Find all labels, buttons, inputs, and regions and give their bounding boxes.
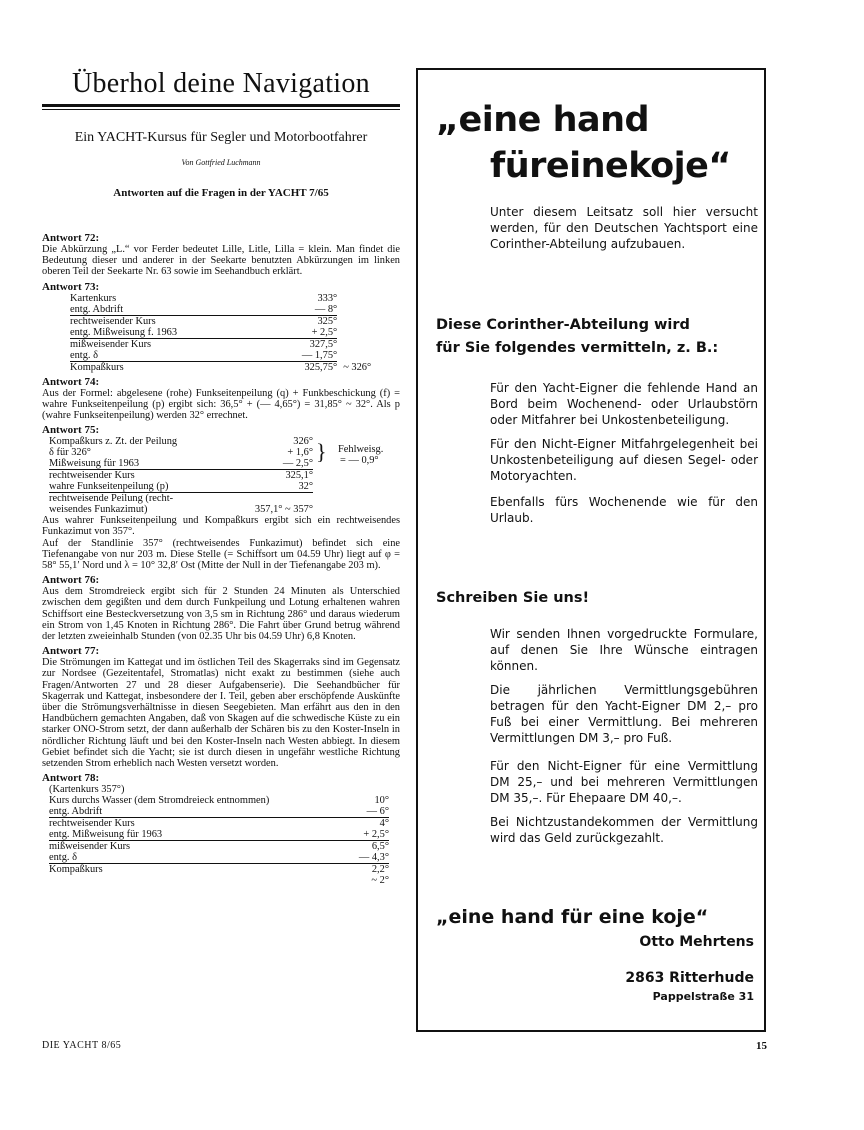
calc-value: 4° [379,818,389,830]
ad-paragraph-nicht-eigner-gebuehren: Für den Nicht-Eigner für eine Vermittlung DM 25,– und bei mehreren Vermittlungen DM 35,–. Für Ehepaare DM 40,–. [490,759,758,805]
calc-value [319,784,389,795]
calc-label: entg. Mißweisung f. 1963 [70,327,213,339]
advertisement-box [416,68,766,1032]
calc-value: 325,75° [304,361,338,373]
calc-value: — 4,3° [319,852,389,864]
answer-73-table [70,293,400,373]
calc-value: 6,5° [371,841,389,853]
answer-78-heading: Antwort 78: [42,772,100,785]
calc-approx [337,293,400,304]
calc-row [70,304,400,316]
brace: } [316,439,327,465]
calc-approx [337,338,400,350]
calc-label: entg. δ [70,350,213,362]
calc-value: 327,5° [309,338,338,350]
calc-row [49,829,389,841]
calc-row [49,504,313,515]
calc-approx: ~ 326° [343,361,372,373]
calc-label: Mißweisung für 1963 [49,458,249,470]
answer-75-block [42,436,400,515]
fehlweisung [338,444,383,466]
article-author: Von Gottfried Luchmann [181,158,261,167]
answer-77-text: Die Strömungen im Kattegat und im östlichen Teil des Skagerraks sind im Gegensatz zur Nordsee (Gezeitentafel, Stromatlas) nicht exakt zu bestimmen (siehe auch Fragen/Antworten 27 und 28 dieser Aufgabenserie). Die Seehandbücher für Skagerrak und Kattegat, insbesondere der I. Teil, geben aber erschöpfende Auskünfte über die Strömungsverhältnisse in diesen Seegebieten. Man erfährt aus den in den Handbüchern gemachten Angaben, daß von Skagen auf die schwedische Küste zu ein starker ONO-Strom setzt, der dann außerhalb der Schären bis zu den Koster-Inseln in nördlicher Richtung läuft und bei den Koster-Inseln nach Westen abbiegt. In diesem Gebiet befindet sich die Yacht; sie ist durch diesen in ungefähr westliche Richtung setzenden Strom erheblich nach Westen versetzt worden. [42,657,400,770]
article-title: Überhol deine Navigation [71,68,370,99]
calc-row [49,784,389,795]
calc-value: 325° [317,315,338,327]
answer-74-text: Aus der Formel: abgelesene (rohe) Funkseitenpeilung (q) + Funkbeschickung (f) = wahre Funkseitenpeilung (p) ergibt sich: 36,5° + (— 4,65°) = 31,85° ~ 32°. Als p (wahre Funkseitenpeilung) werden 32° errechnet. [42,387,400,422]
calc-row [49,841,389,853]
calc-row [70,338,400,350]
answer-76-text: Aus dem Stromdreieck ergibt sich für 2 Stunden 24 Minuten als Unterschied zwischen dem gegißten und dem durch Funkpeilung und Lotung erhaltenen wahren Schiffsort eine Besteckversetzung von 3,5 sm in Richtung 286° und daraus wiederum ein Strom von 1,45 Knoten in Richtung 286°. Die Fahrt über Grund betrug während der letzten zweieinhalb Stunden (von 02.35 Uhr bis 04.59 Uhr) 6,8 Knoten. [42,586,400,643]
calc-row [49,806,389,818]
article-subtitle: Ein YACHT-Kursus für Segler und Motorbootfahrer [74,130,368,145]
ad-paragraph-wochenende: Ebenfalls fürs Wochenende wie für den Urlaub. [490,495,758,525]
title-rule-thick [42,104,400,107]
ad-headline-line1: „eine hand [436,100,650,140]
calc-value: 357,1° ~ 357° [254,504,313,516]
calc-row [49,470,313,482]
calc-label: entg. δ [49,852,319,864]
ad-street: Pappelstraße 31 [652,990,754,1003]
ad-slogan: „eine hand für eine koje“ [436,906,709,928]
answer-72-text: Die Abkürzung „L.“ vor Ferder bedeutet Lille, Litle, Lilla = klein. Man findet die Bedeutung dieser und anderer in der Seekarte benutzten Abkürzungen im linken oberen Teil der Seekarte Nr. 63 sowie im Seehandbuch erklärt. [42,244,400,278]
calc-label: wahre Funkseitenpeilung (p) [49,481,249,493]
ad-intro: Unter diesem Leitsatz soll hier versucht werden, für den Deutschen Yachtsport eine Corinther-Abteilung aufzubauen. [490,205,758,251]
answer-75-table [49,436,313,515]
calc-value: 333° [317,292,338,304]
ad-city: 2863 Ritterhude [625,970,754,986]
title-rule-thin [42,109,400,110]
calc-label: entg. Abdrift [49,806,319,818]
calc-value: + 2,5° [213,327,337,339]
ad-paragraph-nicht-eigner: Für den Nicht-Eigner Mitfahrgelegenheit bei Unkostenbeteiligung auf diesen Segel- oder Motoryachten. [490,437,758,483]
answer-75-text: Aus wahrer Funkseitenpeilung und Kompaßkurs ergibt sich ein rechtweisendes Funkazimut von 357°. [42,515,400,538]
answer-73-heading: Antwort 73: [42,280,100,293]
calc-value: 326° [293,436,313,448]
calc-row [70,315,400,327]
calc-row [49,875,389,886]
calc-label: entg. Abdrift [70,304,213,316]
fehlweisung-value: = — 0,9° [340,455,379,467]
calc-approx [337,315,400,327]
ad-paragraph-eigner: Für den Yacht-Eigner die fehlende Hand an Bord beim Wochenend- oder Urlaubstörn oder Mitfahrer bei Unkostenbeteiligung. [490,381,758,427]
answer-74-heading: Antwort 74: [42,375,100,388]
calc-label: rechtweisender Kurs [49,470,135,482]
calc-row [49,864,389,876]
calc-label: rechtweisender Kurs [70,315,156,327]
calc-row [70,327,400,339]
calc-value: — 1,75° [213,350,337,362]
answers-heading: Antworten auf die Fragen in der YACHT 7/65 [113,187,329,199]
footer-magazine: DIE YACHT 8/65 [42,1040,122,1051]
ad-section1-line2: für Sie folgendes vermitteln, z. B.: [436,340,719,356]
answer-72-heading: Antwort 72: [42,232,100,244]
ad-section2-heading: Schreiben Sie uns! [436,590,590,606]
calc-value: 10° [374,795,389,807]
calc-approx [337,350,400,362]
calc-value [249,493,313,505]
ad-paragraph-formulare: Wir senden Ihnen vorgedruckte Formulare, auf denen Sie Ihre Wünsche eintragen können. [490,627,758,673]
calc-row [70,361,400,373]
calc-label: mißweisender Kurs [70,338,152,350]
calc-label: Kompaßkurs [49,864,103,876]
ad-headline-line2: füreinekoje“ [490,146,731,186]
ad-owner-name: Otto Mehrtens [639,934,754,950]
ad-paragraph-gebuehren: Die jährlichen Vermittlungsgebühren betragen für den Yacht-Eigner DM 2,– pro Fuß bei einer Vermittlung. Bei mehreren Vermittlungen DM 3,– pro Fuß. [490,683,758,745]
article-column [42,60,400,886]
answer-77-heading: Antwort 77: [42,645,100,658]
calc-label: (Kartenkurs 357°) [49,784,125,796]
ad-section1-line1: Diese Corinther-Abteilung wird [436,317,690,333]
calc-row [49,436,313,447]
calc-value: 32° [249,481,313,493]
calc-label: rechtweisende Peilung (recht- [49,493,174,505]
calc-row [49,818,389,830]
answer-76-heading: Antwort 76: [42,574,100,587]
calc-value: 325,1° [285,470,313,482]
calc-row [70,293,400,304]
calc-label: mißweisender Kurs [49,841,131,853]
answer-75-heading: Antwort 75: [42,424,100,437]
calc-label: δ für 326° [49,447,91,459]
calc-row [49,481,313,493]
ad-paragraph-rueckzahlung: Bei Nichtzustandekommen der Vermittlung wird das Geld zurückgezahlt. [490,815,758,845]
calc-value: + 2,5° [319,829,389,841]
page-number: 15 [756,1040,767,1052]
ad-section1-heading [436,314,766,360]
calc-value: ~ 2° [371,875,389,887]
calc-value: + 1,6° [287,447,313,459]
calc-label [49,875,319,886]
answer-75-text2: Auf der Standlinie 357° (rechtweisendes Funkazimut) befindet sich eine Tiefenangabe von nur 203 m. Diese Stelle (= Schiffsort um 04.59 Uhr) liegt auf φ = 58° 55,1′ Nord und λ = 10° 32,8′ Ost (Mitte der Null in der Tiefenangabe 203 m). [42,537,400,572]
calc-label: entg. Mißweisung für 1963 [49,829,319,841]
calc-row [49,852,389,864]
calc-row [49,458,313,470]
answer-78-table [49,784,389,886]
calc-row [49,795,389,806]
calc-value: — 8° [213,304,337,316]
calc-approx [337,327,400,339]
fehlweisung-label: Fehlweisg. [338,444,384,456]
calc-row [49,493,313,505]
calc-label: Kompaßkurs [70,361,124,373]
calc-label: Kartenkurs [70,292,117,304]
calc-label: Kompaßkurs z. Zt. der Peilung [49,436,178,448]
calc-label: rechtweisender Kurs [49,818,135,830]
calc-label: Kurs durchs Wasser (dem Stromdreieck entnommen) [49,795,270,807]
calc-row [70,350,400,362]
calc-row [49,447,313,458]
calc-value: — 6° [319,806,389,818]
calc-value: 2,2° [371,864,389,876]
calc-approx [337,304,400,316]
calc-label: weisendes Funkazimut) [49,504,148,516]
calc-value: — 2,5° [249,458,313,470]
